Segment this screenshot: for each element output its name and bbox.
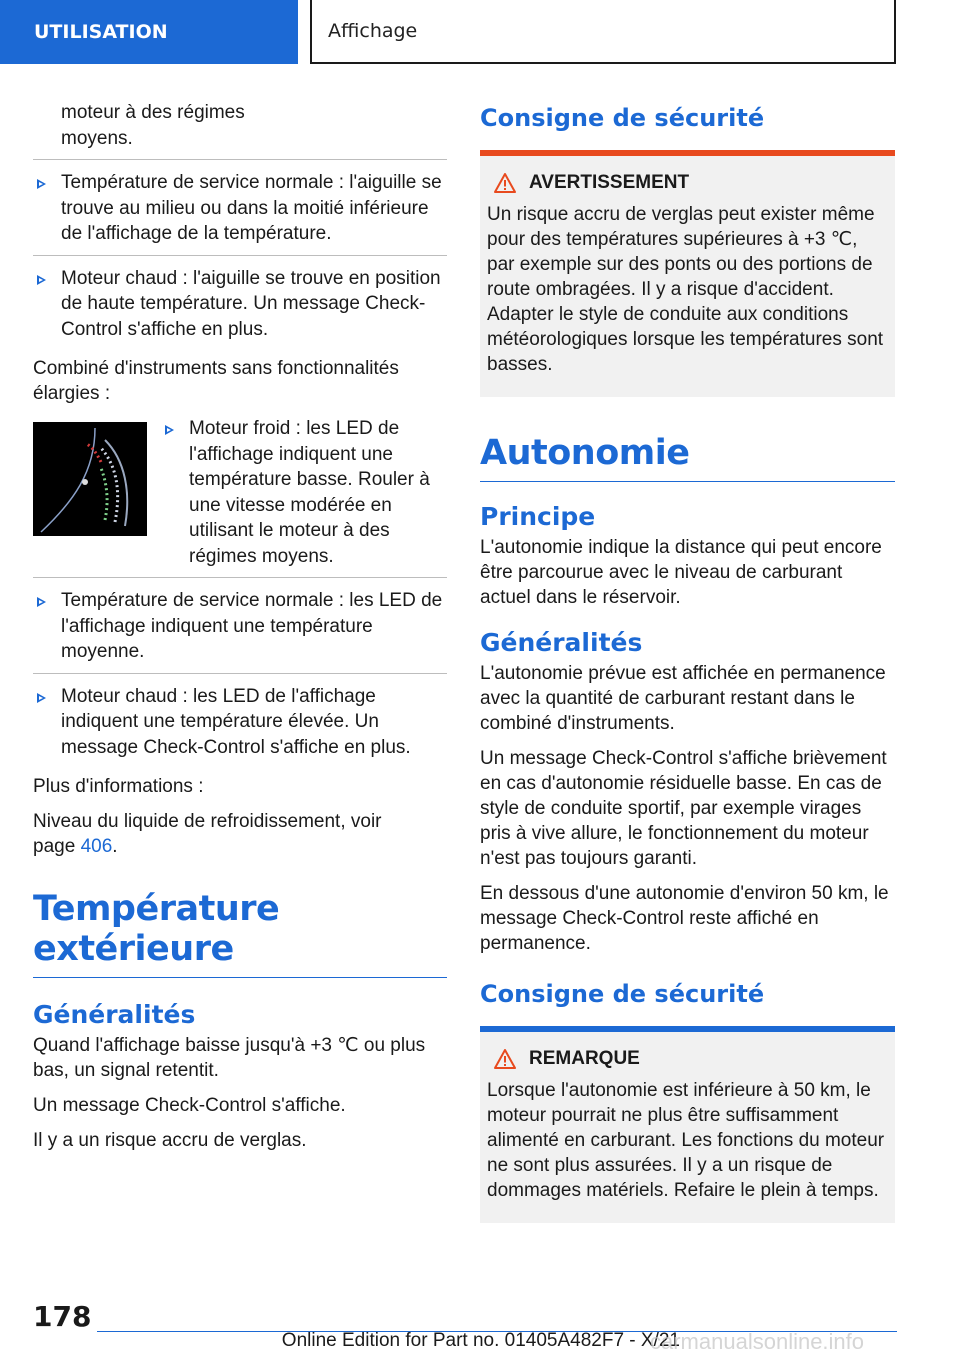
more-info-label: Plus d'informations :: [33, 776, 204, 797]
warning-title: AVERTISSEMENT: [529, 172, 690, 193]
divider: [33, 255, 447, 256]
list-item: Température de service normale : l'aiguille se trouve au milieu ou dans la moitié inférieure de l'affichage de la température.: [33, 170, 447, 247]
paragraph: L'autonomie prévue est affichée en permanence avec la quantité de carburant restant dans le combiné d'instruments.: [480, 663, 886, 734]
safety-heading: Consigne de sécurité: [480, 980, 765, 1008]
list-item: Moteur chaud : les LED de l'affichage indiquent une température élevée. Un message Check-Control s'affiche en plus.: [33, 684, 447, 761]
paragraph: Un message Check-Control s'affiche brièvement en cas d'autonomie résiduelle basse. En cas de style de conduite sportif, par exemple virages pris à vive allure, le fonctionnement du moteur n'est pas toujours garanti.: [480, 748, 887, 869]
list-item: Température de service normale : les LED de l'affichage indiquent une température moyenne.: [33, 588, 447, 665]
notice-text: Lorsque l'autonomie est inférieure à 50 km, le moteur pourrait ne plus être suffisamment alimenté en carburant. Les fonctions du moteur ne sont plus assurées. Il y a un risque de dommages matériels. Refaire le plein à temps.: [487, 1080, 885, 1201]
divider: [33, 577, 447, 578]
warning-title-row: [493, 172, 888, 194]
divider: [33, 159, 447, 160]
page-number: 178: [33, 1300, 92, 1333]
list-item: Moteur froid : les LED de l'affichage indiquent une température basse. Rouler à une vitesse modérée en utilisant le moteur à des régimes moyens.: [161, 416, 447, 569]
paragraph: Un message Check-Control s'affiche.: [33, 1095, 346, 1116]
notice-title: REMARQUE: [529, 1048, 640, 1069]
paragraph: L'autonomie indique la distance qui peut encore être parcourue avec le niveau de carburant actuel dans le réservoir.: [480, 537, 882, 608]
subsection-heading: Principe: [480, 502, 596, 531]
continued-text: moteur à des régimes moyens.: [61, 102, 245, 149]
section-heading: Autonomie: [480, 433, 895, 482]
paragraph: En dessous d'une autonomie d'environ 50 km, le message Check-Control reste affiché en permanence.: [480, 883, 889, 954]
list-item: Moteur chaud : l'aiguille se trouve en position de haute température. Un message Check-Control s'affiche en plus.: [33, 266, 447, 343]
reference-end: .: [112, 836, 118, 857]
safety-heading: Consigne de sécurité: [480, 104, 765, 132]
reference-text: Niveau du liquide de refroidissement, voir page: [33, 811, 382, 857]
section-title: Affichage: [328, 20, 418, 42]
warning-box: [480, 150, 895, 397]
left-column: [33, 100, 447, 1163]
chapter-tab: [0, 0, 298, 64]
subsection-heading: Généralités: [33, 1000, 196, 1029]
section-heading: Température extérieure: [33, 889, 447, 978]
notice-title-row: [493, 1048, 888, 1070]
section-header: [310, 0, 896, 64]
warning-triangle-icon: [493, 1048, 517, 1070]
paragraph: Il y a un risque accru de verglas.: [33, 1130, 307, 1151]
instrument-cluster-image: [33, 422, 147, 536]
paragraph: Quand l'affichage baisse jusqu'à +3 ℃ ou plus bas, un signal retentit.: [33, 1035, 426, 1081]
right-column: [480, 100, 895, 1223]
cross-reference: [33, 809, 393, 859]
page-link[interactable]: 406: [80, 836, 113, 857]
warning-triangle-icon: [493, 172, 517, 194]
paragraph: Combiné d'instruments sans fonctionnalités élargies :: [33, 358, 399, 404]
watermark-text: carmanualsonline.info: [650, 1329, 865, 1354]
chapter-title: UTILISATION: [34, 21, 168, 43]
subsection-heading: Généralités: [480, 628, 643, 657]
warning-text: Un risque accru de verglas peut exister même pour des températures supérieures à +3 ℃, par exemple sur des ponts ou des portions de route ombragées. Il y a risque d'accident. Adapter le style de conduite aux conditions météorologiques lorsque les températures sont basses.: [487, 204, 884, 375]
divider: [33, 673, 447, 674]
edition-text: Online Edition for Part no. 01405A482F7 - X/21: [281, 1330, 680, 1351]
instrument-section: [33, 416, 447, 577]
notice-box: [480, 1026, 895, 1223]
